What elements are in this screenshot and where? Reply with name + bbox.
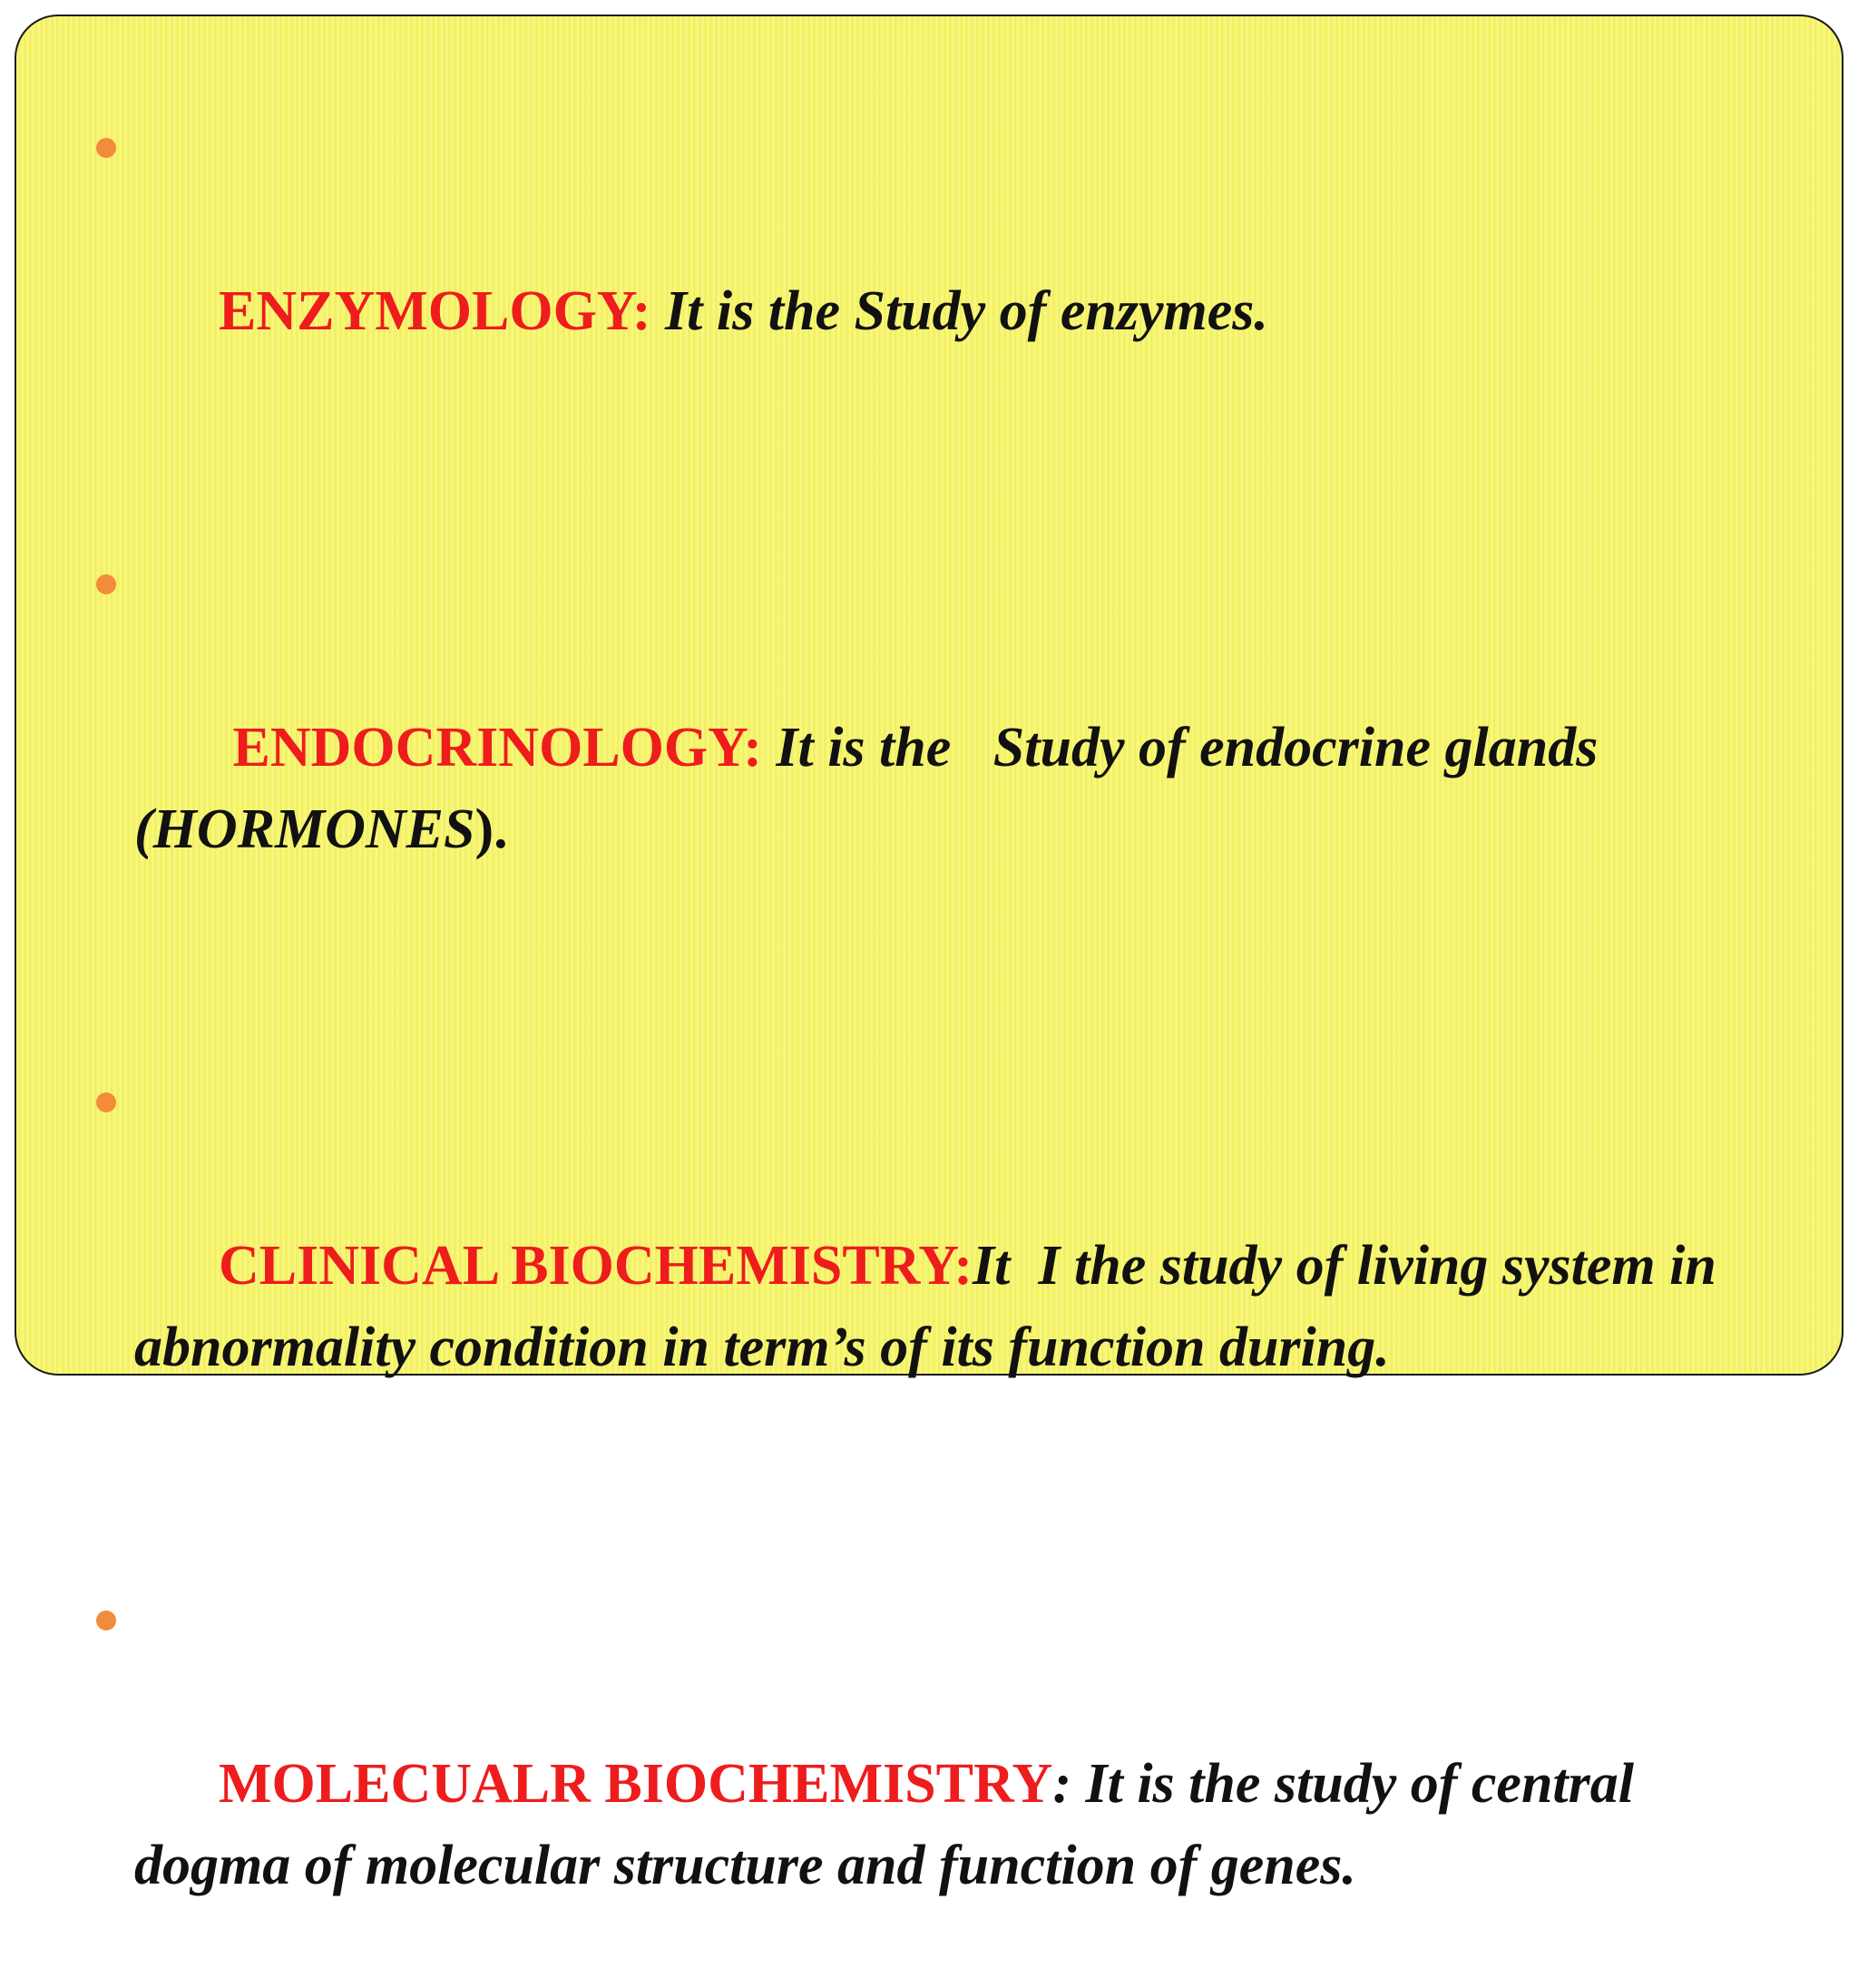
slide <box>15 15 1843 1896</box>
bullet-dot-icon <box>96 1611 116 1631</box>
bullet-description: It I the study of living system in abnormality condition in term’s of its function during. <box>134 1235 1731 1378</box>
bullet-tail: ). <box>474 798 508 860</box>
bullet-list <box>134 107 1804 1988</box>
bullet-item-clinical-biochemistry <box>134 1062 1804 1470</box>
bullet-dot-icon <box>96 574 116 594</box>
bullet-description: It is the Study of enzymes. <box>650 280 1268 342</box>
bullet-description: It is the Study of endocrine glands (HORMONES <box>134 717 1612 860</box>
bullet-description: : It is the study of central dogma of molecular structure and function of genes. <box>134 1753 1648 1896</box>
bullet-term: ENZYMOLOGY: <box>219 280 651 342</box>
bullet-item-enzymology <box>134 107 1804 434</box>
bullet-term: MOLECUALR BIOCHEMISTRY <box>219 1753 1053 1815</box>
bullet-term: ENDOCRINOLOGY: <box>219 717 762 779</box>
bullet-term: CLINICAL BIOCHEMISTRY: <box>219 1235 973 1297</box>
bullet-dot-icon <box>96 138 116 158</box>
bullet-item-endocrinology <box>134 544 1804 952</box>
bullet-dot-icon <box>96 1092 116 1112</box>
bullet-item-molecular-biochemistry <box>134 1580 1804 1988</box>
